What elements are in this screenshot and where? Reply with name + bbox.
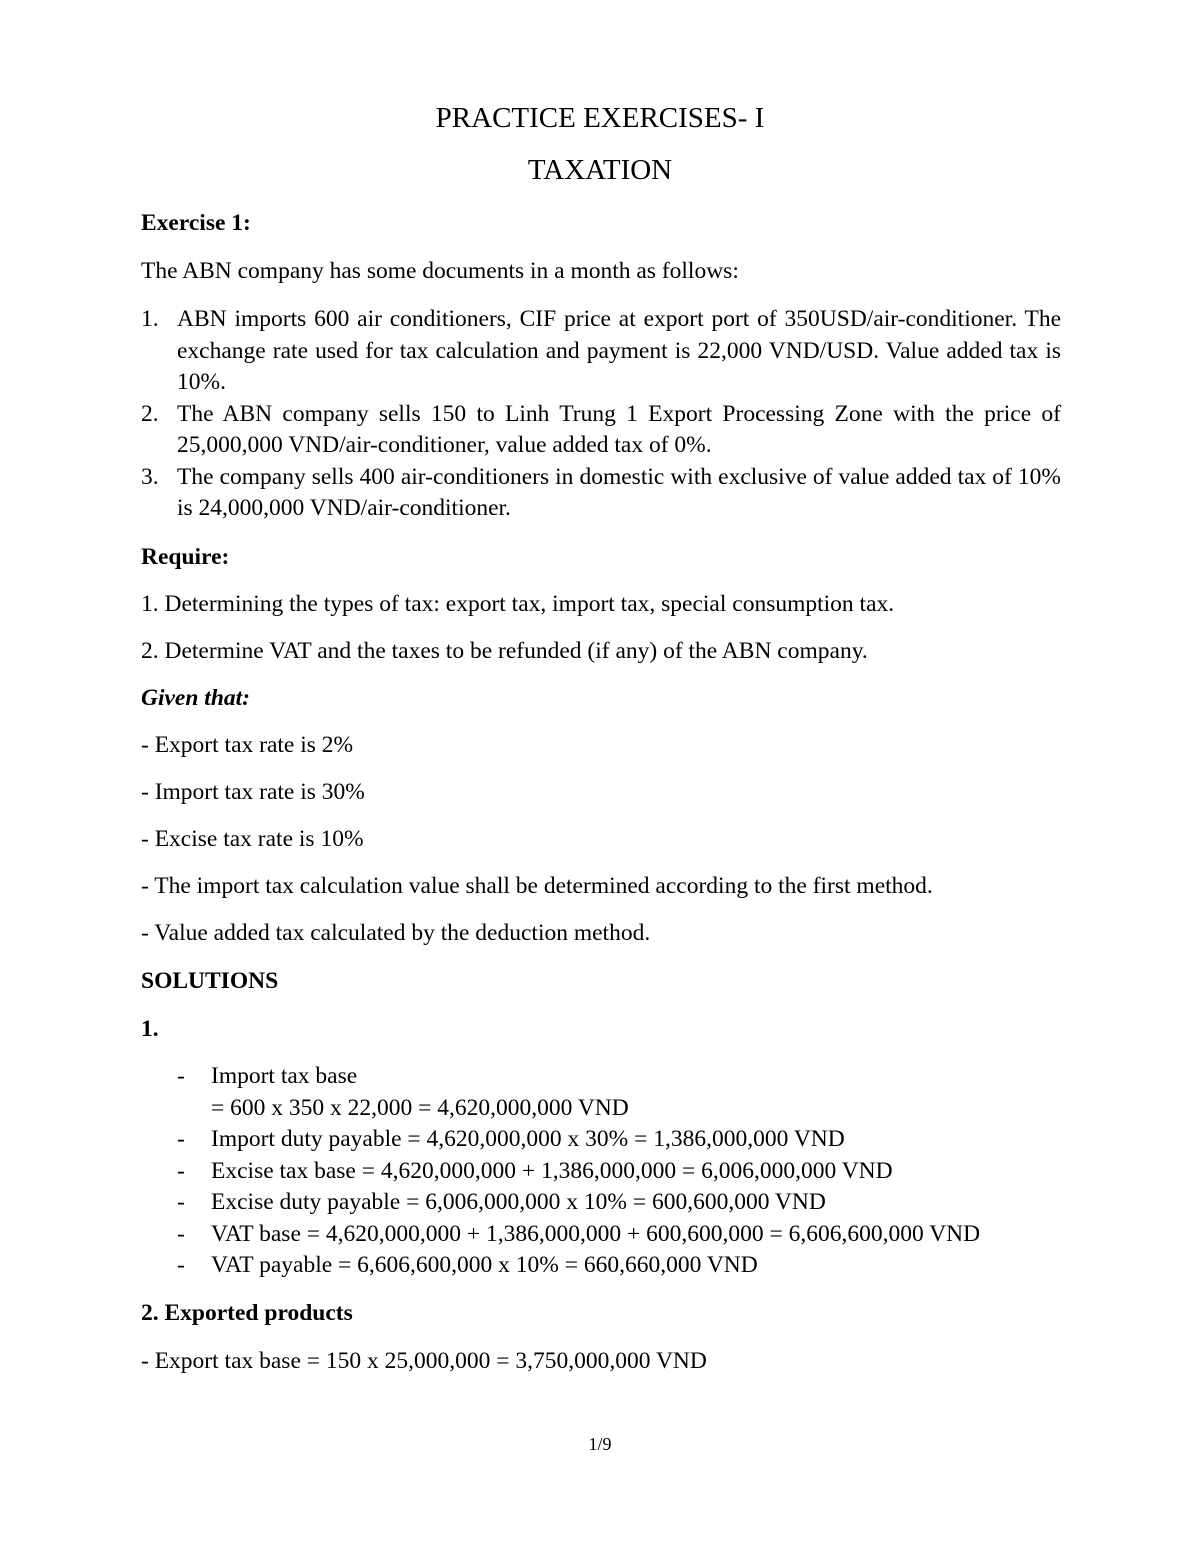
solution-2-line: - Export tax base = 150 x 25,000,000 = 3,750,000,000 VND [141,1348,707,1374]
solution-1-heading: 1. [141,1016,159,1042]
list-item [141,1219,1061,1251]
dash-marker: - [177,1220,185,1247]
item-number: 3. [141,463,159,490]
solution-line: = 600 x 350 x 22,000 = 4,620,000,000 VND [211,1094,629,1121]
title-line-1: PRACTICE EXERCISES- I [435,102,765,134]
solution-line: Import tax base [211,1063,358,1089]
list-item [141,1124,1061,1156]
list-item [141,1061,1061,1124]
given-heading: Given that: [141,685,251,711]
dash-marker: - [177,1157,185,1184]
item-number: 2. [141,400,159,427]
list-item [141,1156,1061,1188]
solution-line: VAT payable = 6,606,600,000 x 10% = 660,660,000 VND [211,1252,758,1278]
page-number: 1/9 [588,1434,612,1454]
given-item: - The import tax calculation value shall be determined according to the first method. [141,873,933,899]
item-text: The ABN company sells 150 to Linh Trung 1 Export Processing Zone with the price of 25,000,000 VND/air-conditioner, value added tax of 0%. [177,400,1061,458]
intro-text: The ABN company has some documents in a month as follows: [141,258,739,284]
solution-line: VAT base = 4,620,000,000 + 1,386,000,000 + 600,600,000 = 6,606,600,000 VND [211,1220,981,1247]
dash-marker: - [177,1252,185,1278]
requirement-2: 2. Determine VAT and the taxes to be refunded (if any) of the ABN company. [141,638,868,664]
exercise-items [141,304,1061,525]
given-item: - Import tax rate is 30% [141,779,365,805]
solutions-heading: SOLUTIONS [141,968,279,994]
title-line-2: TAXATION [527,154,673,186]
solution-line: Excise duty payable = 6,006,000,000 x 10% = 600,600,000 VND [211,1189,826,1215]
solution-1-list [141,1061,1061,1282]
dash-marker: - [177,1189,185,1215]
solution-line: Import duty payable = 4,620,000,000 x 30% = 1,386,000,000 VND [211,1126,845,1152]
solution-line: Excise tax base = 4,620,000,000 + 1,386,000,000 = 6,006,000,000 VND [211,1157,893,1184]
solution-2-heading: 2. Exported products [141,1300,353,1326]
list-item [141,399,1061,462]
requirement-1: 1. Determining the types of tax: export tax, import tax, special consumption tax. [141,591,895,617]
dash-marker: - [177,1063,185,1089]
exercise-heading: Exercise 1: [141,210,251,236]
require-heading: Require: [141,544,230,570]
dash-marker: - [177,1126,185,1152]
given-item: - Export tax rate is 2% [141,732,354,758]
item-text: The company sells 400 air-conditioners in domestic with exclusive of value added tax of 10% is 24,000,000 VND/air-conditioner. [177,463,1061,521]
list-item [141,462,1061,525]
item-text: ABN imports 600 air conditioners, CIF price at export port of 350USD/air-conditioner. The exchange rate used for tax calculation and payment is 22,000 VND/USD. Value added tax is 10%. [177,306,1061,395]
list-item [141,1250,1061,1282]
list-item [141,1187,1061,1219]
list-item [141,304,1061,399]
given-item: - Excise tax rate is 10% [141,826,364,852]
item-number: 1. [141,306,159,332]
given-item: - Value added tax calculated by the deduction method. [141,920,651,946]
